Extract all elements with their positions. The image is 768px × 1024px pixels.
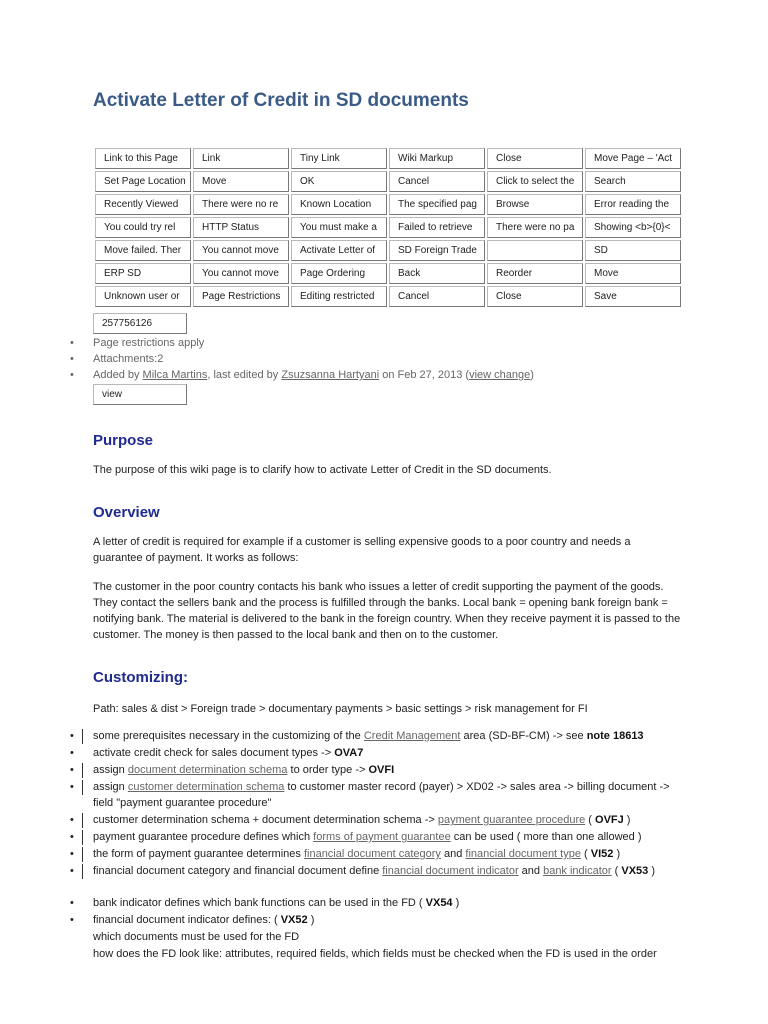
table-cell: Cancel [389,286,485,307]
table-cell: Tiny Link [291,148,387,169]
table-cell: Unknown user or [95,286,191,307]
bullet-icon: • [70,747,74,759]
table-cell: Move [585,263,681,284]
table-cell: Cancel [389,171,485,192]
table-cell: Page Ordering [291,263,387,284]
author-link[interactable]: Milca Martins [142,369,208,381]
table-cell: Move Page – 'Act [585,148,681,169]
table-row [95,263,681,284]
table-cell: Failed to retrieve [389,217,485,238]
payment-guarantee-procedure-link[interactable]: payment guarantee procedure [437,814,586,826]
bullet-icon: • [70,814,74,826]
table-cell: Close [487,286,583,307]
sub-item: how does the FD look like: attributes, required fields, which fields must be checked when the FD is used in the order [93,948,657,960]
credit-management-link[interactable]: Credit Management [363,730,461,742]
table-cell: There were no pa [487,217,583,238]
table-row [95,171,681,192]
table-cell: You must make a [291,217,387,238]
overview-heading: Overview [93,504,160,521]
table-cell: Link [193,148,289,169]
financial-document-type-link[interactable]: financial document type [465,848,581,860]
table-cell: Recently Viewed [95,194,191,215]
table-cell: Save [585,286,681,307]
table-cell: Editing restricted [291,286,387,307]
table-cell: SD Foreign Trade [389,240,485,261]
bullet-icon: • [70,369,74,381]
financial-document-indicator-link[interactable]: financial document indicator [382,865,519,877]
bullet-icon: • [70,730,74,742]
table-cell: You could try rel [95,217,191,238]
table-cell: Browse [487,194,583,215]
table-cell: ERP SD [95,263,191,284]
table-cell: Error reading the [585,194,681,215]
financial-document-category-link[interactable]: financial document category [303,848,441,860]
table-cell: Reorder [487,263,583,284]
bullet-icon: • [70,914,74,926]
bullet-icon: • [70,764,74,776]
table-cell [487,240,583,261]
view-cell[interactable]: view [93,384,187,405]
bullet-icon: • [70,897,74,909]
bullet-icon: • [70,831,74,843]
bullet-icon: • [70,848,74,860]
table-cell: Back [389,263,485,284]
table-cell: Link to this Page [95,148,191,169]
table-cell: There were no re [193,194,289,215]
purpose-heading: Purpose [93,432,154,449]
table-cell: Click to select the [487,171,583,192]
bullet-icon: • [70,337,74,349]
page-id-cell: 257756126 [93,313,187,334]
table-cell: The specified pag [389,194,485,215]
table-cell: You cannot move [193,263,289,284]
customer-determination-schema-link[interactable]: customer determination schema [127,781,285,793]
bullet-icon: • [70,353,74,365]
table-cell: Move [193,171,289,192]
table-cell: Move failed. Ther [95,240,191,261]
table-cell: Search [585,171,681,192]
bank-indicator-link[interactable]: bank indicator [543,865,612,877]
overview-paragraph-1: A letter of credit is required for example if a customer is selling expensive goods to a poor country and needs a guarantee of payment. It works as follows: [93,536,631,564]
overview-paragraph-2: The customer in the poor country contacts his bank who issues a letter of credit supporting the payment of the goods. They contact the sellers bank and the process is fulfilled through the banks. Local bank = opening bank foreign bank = notifying bank. The material is delivered to the bank in the foreign country. When they receive payment it is passed to the customer. The money is then passed to the local bank and then on to the customer. [93,581,681,641]
table-cell: Page Restrictions [193,286,289,307]
table-cell: Showing <b>{0}< [585,217,681,238]
table-cell: Activate Letter of [291,240,387,261]
table-row [95,194,681,215]
purpose-text: The purpose of this wiki page is to clarify how to activate Letter of Credit in the SD documents. [93,464,552,476]
customizing-heading: Customizing: [93,669,188,686]
table-row [95,240,681,261]
table-row [95,286,681,307]
editor-link[interactable]: Zsuzsanna Hartyani [281,369,380,381]
bullet-icon: • [70,865,74,877]
table-cell: HTTP Status [193,217,289,238]
table-row [95,217,681,238]
table-cell: SD [585,240,681,261]
sub-item: which documents must be used for the FD [93,931,300,943]
page-title: Activate Letter of Credit in SD documents [93,90,469,111]
table-row [95,148,681,169]
table-cell: Set Page Location [95,171,191,192]
table-cell: OK [291,171,387,192]
view-change-link[interactable]: view change [469,369,531,381]
document-page: Activate Letter of Credit in SD documents Link to this Page Link Tiny Link Wiki Markup Close Move Page – 'Act Set Page Location Move OK Cancel Click to select the Search Recently Viewed There were no re Known Location The specified pag Browse Error reading the You could try rel HTTP Status You must make a Failed to retrieve There were no pa Showing <b>{0}< Move failed. Ther You cannot move Activate Letter of SD Foreign Trade SD ERP SD You cannot move Page Ordering Back Reorder Move Unknown user or Page Restrictions Editing restricted Cancel Close Save 257756126 • Page restrictions apply • Attachments:2 • Added by Milca Martins, last edited by Zsuzsanna Hartyani on Feb 27, 2013 (view change) view Purpose The purpose of this wiki page is to clarify how to activate Letter of Credit in the SD documents. Overview A letter of credit is required for example if a customer is selling expensive goods to a poor country and needs a guarantee of payment. It works as follows: The customer in the poor country contacts his bank who issues a letter of credit supporting the payment of the goods. They contact the sellers bank and the process is fulfilled through the banks. Local bank = opening bank foreign bank = notifying bank. The material is delivered to the bank in the foreign country. When they receive payment it is passed to the customer. The money is then passed to the local bank and then on to the customer. Customizing: Path: sales & dist > Foreign trade > documentary payments > basic settings > risk management for FI • some prerequisites necessary in the customizing of the Credit Management area (SD-BF-CM) -> see note 18613 • activate credit check for sales document types -> OVA7 • assign document determination schema to order type -> OVFI • assign customer determination schema to customer master record (payer) > XD02 -> sales area -> billing document -> field "payment guarantee procedure" • customer determination schema + document determination schema -> payment guarantee procedure ( OVFJ ) • payment guarantee procedure defines which forms of payment guarantee can be used ( more than one allowed ) • the form of payment guarantee determines financial document category and financial document type ( VI52 ) • financial document category and financial document define financial document indicator and bank indicator ( VX53 ) • bank indicator defines which bank functions can be used in the FD ( VX54 ) • financial document indicator defines: ( VX52 ) which documents must be used for the FD how does the FD look like: attributes, required fields, which fields must be checked when the FD is used in the order [0,0,768,1024]
table-cell: You cannot move [193,240,289,261]
table-cell: Known Location [291,194,387,215]
label-table [93,146,683,309]
bullet-icon: • [70,781,74,793]
table-cell: Wiki Markup [389,148,485,169]
customizing-path: Path: sales & dist > Foreign trade > documentary payments > basic settings > risk management for FI [93,703,588,715]
table-cell: Close [487,148,583,169]
forms-of-payment-guarantee-link[interactable]: forms of payment guarantee [313,831,451,843]
document-determination-schema-link[interactable]: document determination schema [127,764,288,776]
